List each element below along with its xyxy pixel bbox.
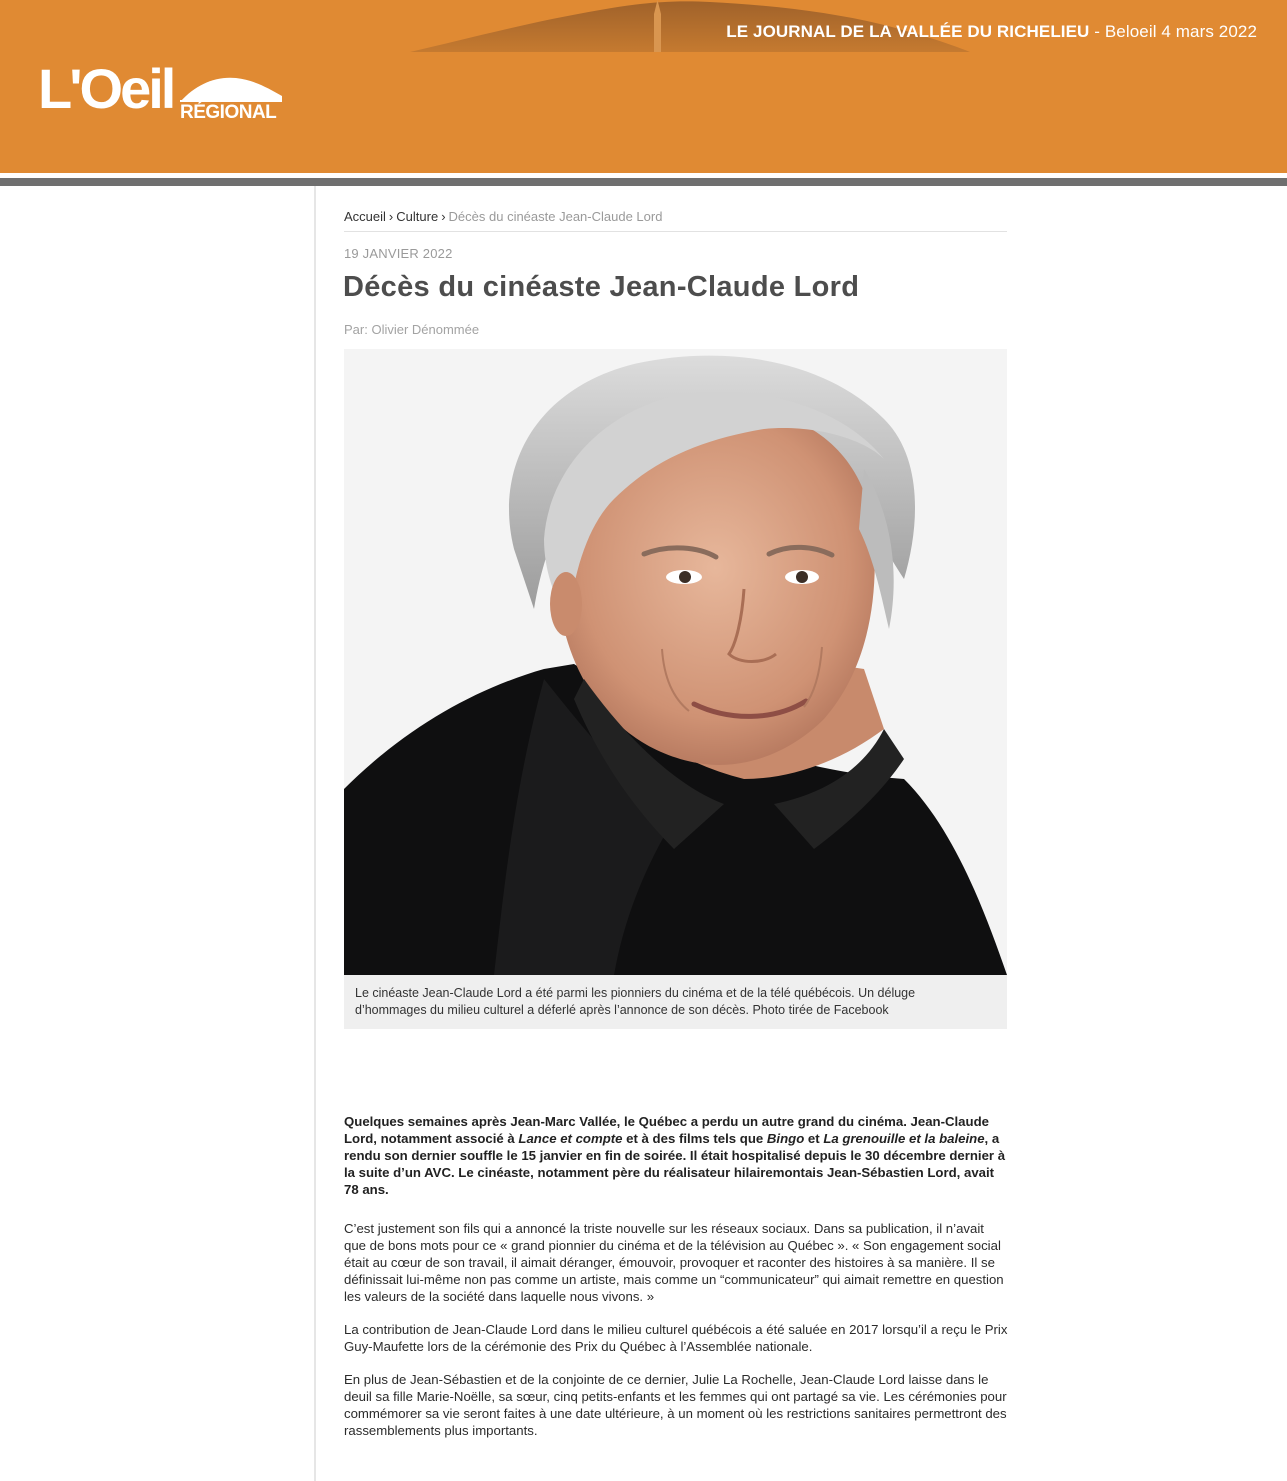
article-lead-paragraph — [344, 1113, 1008, 1198]
lead-italic-title: La grenouille et la baleine — [823, 1131, 985, 1146]
article-byline: Par: Olivier Dénommée — [344, 322, 480, 337]
photo-caption: Le cinéaste Jean-Claude Lord a été parmi les pionniers du cinéma et de la télé québécois. Un déluge d’hommages du milieu culturel a déferlé après l’annonce de son décès. Photo tirée de Facebook — [355, 986, 916, 1017]
site-logo[interactable] — [38, 57, 288, 126]
breadcrumb-separator: › — [441, 209, 446, 224]
article-figure — [344, 349, 1007, 1029]
article-body — [344, 1113, 1008, 1455]
breadcrumb-current: Décès du cinéaste Jean-Claude Lord — [448, 209, 663, 224]
article-title: Décès du cinéaste Jean-Claude Lord — [343, 271, 860, 303]
breadcrumb-section-link[interactable]: Culture — [396, 209, 439, 224]
logo-wordmark: L'Oeil — [38, 57, 174, 120]
lead-italic-title: Lance et compte — [518, 1131, 623, 1146]
article-paragraph: En plus de Jean-Sébastien et de la conjointe de ce dernier, Julie La Rochelle, Jean-Claude Lord laisse dans le deuil sa fille Marie-Noëlle, sa sœur, cinq petits-enfants et les femmes qui ont partagé sa vie. Les cérémonies pour commémorer sa vie seront faites à une date ultérieure, à un moment où les restrictions sanitaires permettront des rassemblements plus importants. — [344, 1372, 1007, 1438]
lead-text: et à des films tels que — [622, 1131, 767, 1146]
portrait-photo[interactable] — [344, 349, 1007, 975]
breadcrumb — [344, 209, 1007, 232]
breadcrumb-home-link[interactable]: Accueil — [344, 209, 386, 224]
breadcrumb-separator: › — [388, 209, 394, 224]
newspaper-tagline: LE JOURNAL DE LA VALLÉE DU RICHELIEU — [726, 22, 1090, 41]
content-left-rule — [314, 186, 316, 1481]
article-paragraph: La contribution de Jean-Claude Lord dans le milieu culturel québécois a été saluée en 2017 lorsqu’il a reçu le Prix Guy-Maufette lors de la cérémonie des Prix du Québec à l’Assemblée nationale. — [344, 1322, 1008, 1354]
logo-region-label: RÉGIONAL — [180, 100, 282, 124]
article-date: 19 JANVIER 2022 — [344, 246, 453, 261]
logo-hill-icon — [176, 70, 286, 102]
article-paragraph: C’est justement son fils qui a annoncé la triste nouvelle sur les réseaux sociaux. Dans sa publication, il n’avait que de bons mots pour ce « grand pionnier du cinéma et de la télévision au Québec ». « Son engagement social était au cœur de son travail, il aimait déranger, émouvoir, provoquer et raconter des histoires à sa manière. Il se définissait lui-même non pas comme un artiste, mais comme un “communicateur” qui aimait remettre en question les valeurs de la société dans laquelle nous vivons. » — [344, 1221, 1004, 1304]
edition-date: - Beloeil 4 mars 2022 — [1089, 22, 1257, 41]
logo-region-badge — [176, 70, 286, 122]
lead-text: , a rendu son dernier souffle le 15 janvier en fin de soirée. Il était hospitalisé depuis le 30 décembre dernier à la suite d’un AVC. Le cinéaste, notamment père du réalisateur hilairemontais Jean-Sébastien Lord, avait 78 ans. — [344, 1131, 1006, 1197]
header-divider-grey — [0, 178, 1287, 186]
lead-italic-title: Bingo — [766, 1131, 805, 1146]
lead-text: Quelques semaines après Jean-Marc Vallée, le Québec a perdu un autre grand du cinéma. Jean-Claude Lord, notamment associé à — [344, 1114, 989, 1146]
site-header — [0, 0, 1287, 173]
portrait-illustration — [344, 349, 1007, 975]
header-tagline — [726, 22, 1257, 42]
lead-text: et — [804, 1131, 824, 1146]
